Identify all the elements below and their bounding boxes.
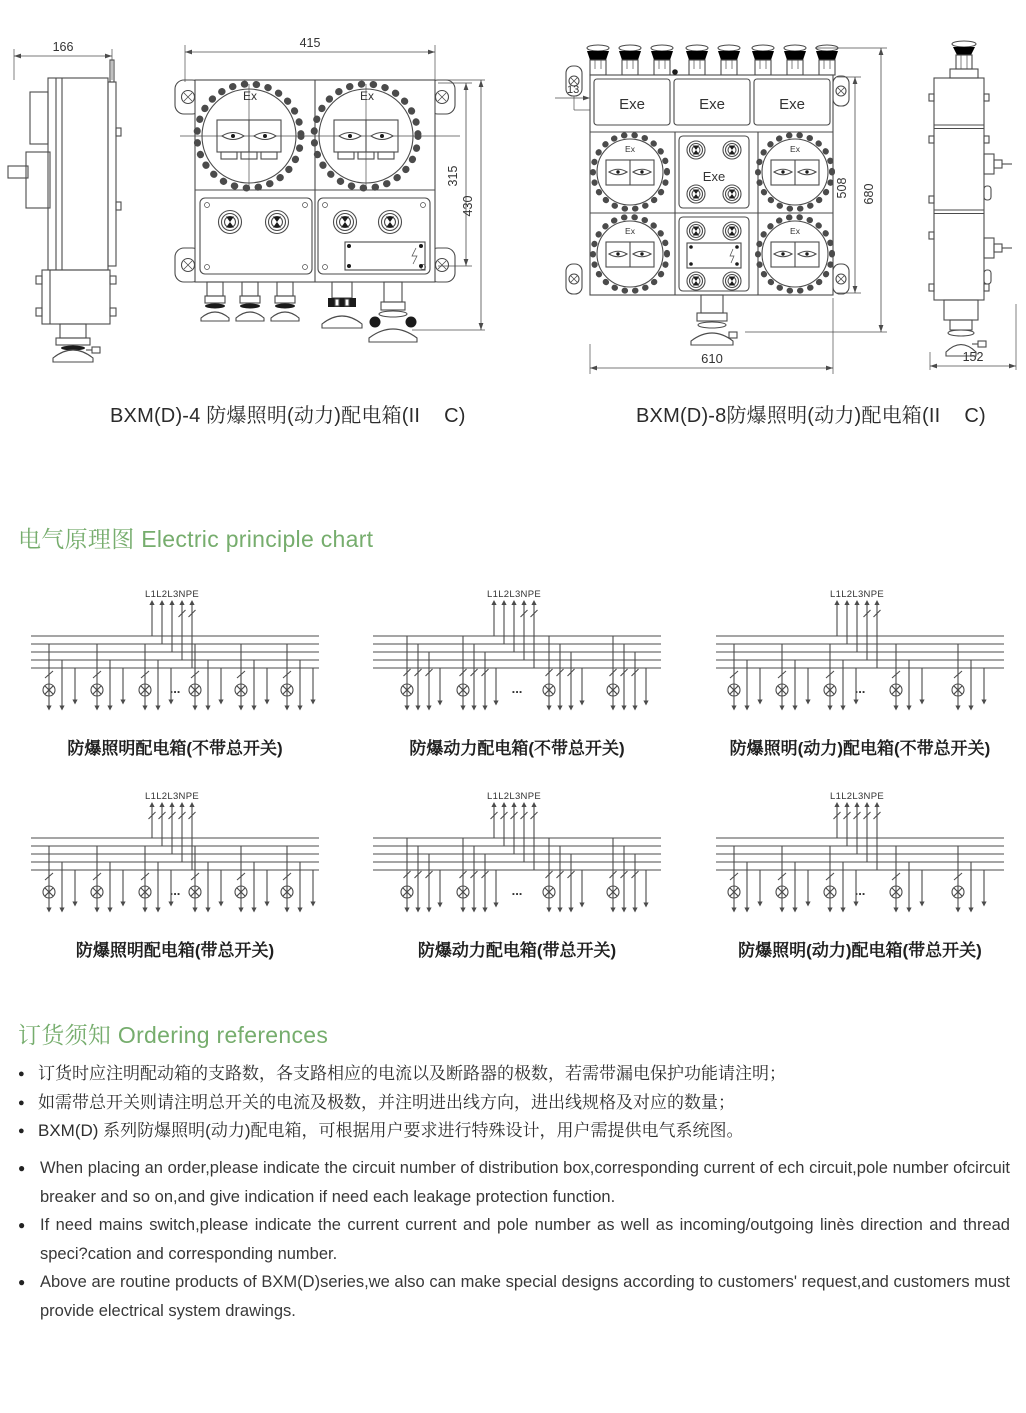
list-item [18,1211,1010,1268]
ellipsis-label: ... [854,681,866,696]
diagram-caption-4: 防爆照明配电箱(带总开关) [75,941,275,960]
incoming-lines-label: L1L2L3NPE [487,791,541,802]
list-item [18,1154,1010,1211]
principle-diagram-cell [707,788,1013,961]
ordering-notes-zh [18,1060,1013,1146]
principle-diagram-6 [710,788,1010,928]
dim-415: 415 [299,36,321,50]
bxmd8-caption-suffix: C) [964,405,986,427]
bxmd4-caption [110,399,466,428]
ex-label: Ex [790,144,800,154]
bullet-icon: ● [18,1096,25,1109]
ellipsis-label: ... [169,681,181,696]
ordering-notes-en [18,1154,1010,1325]
bullet-icon: ● [18,1218,26,1232]
ordering-en-1: When placing an order,please indicate the circuit number of distribution box,corresponding current of ech circuit,pole number ofcircuit breaker and so on,and give indication if need each leakage protection function. [40,1159,1010,1206]
ex-label: Ex [625,226,635,236]
principle-title-zh: 电气原理图 [18,526,135,552]
ellipsis-label: ... [169,883,181,898]
incoming-lines-label: L1L2L3NPE [830,589,884,600]
incoming-lines-label: L1L2L3NPE [145,791,199,802]
bullet-icon: ● [18,1161,26,1175]
ordering-en-2: If need mains switch,please indicate the current current and pole number as well as incoming/outgoing linès direction and thread speci?cation and corresponding number. [40,1216,1010,1263]
incoming-lines-label: L1L2L3NPE [145,589,199,600]
dim-152: 152 [962,350,984,364]
exe-label: Exe [619,96,645,113]
ordering-en-3: Above are routine products of BXM(D)series,we also can make special designs according to customers' request,and customers must provide electrical system drawings. [40,1273,1010,1320]
principle-diagram-cell [364,788,670,961]
bxmd4-side-view-drawing [2,36,160,366]
dim-166: 166 [52,40,74,54]
ex-label: Ex [790,226,800,236]
bullet-icon: ● [18,1068,25,1080]
principle-diagram-cell [22,586,328,759]
principle-diagram-1 [25,586,325,726]
ordering-section-title [18,1017,328,1050]
bullet-icon: ● [18,1125,25,1137]
diagram-caption-6: 防爆照明(动力)配电箱(带总开关) [738,941,982,960]
principle-diagram-5 [367,788,667,928]
exe-label: Exe [699,96,725,113]
principle-diagram-cell [22,788,328,961]
bxmd4-front-view-drawing [162,36,486,366]
list-item [18,1060,1013,1089]
dim-680: 680 [862,183,876,205]
bxmd8-front-view-drawing [553,36,897,380]
diagram-caption-1: 防爆照明配电箱(不带总开关) [67,739,283,758]
incoming-lines-label: L1L2L3NPE [487,589,541,600]
principle-diagram-2 [367,586,667,726]
bxmd4-caption-text: BXM(D)-4 防爆照明(动力)配电箱(II [110,405,421,427]
bxmd4-caption-suffix: C) [444,405,466,427]
list-item [18,1268,1010,1325]
ex-label: Ex [625,144,635,154]
bxmd8-caption [636,399,986,428]
diagram-caption-2: 防爆动力配电箱(不带总开关) [409,739,625,758]
ellipsis-label: ... [854,883,866,898]
bxmd8-side-view-drawing [920,36,1026,370]
dim-13: 13 [567,84,580,96]
dim-610: 610 [701,351,723,366]
ellipsis-label: ... [511,883,523,898]
principle-title-en: Electric principle chart [141,526,374,552]
exe-label: Exe [702,169,726,184]
ellipsis-label: ... [511,681,523,696]
ordering-title-zh: 订货须知 [18,1022,112,1048]
principle-diagram-4 [25,788,325,928]
diagram-caption-5: 防爆动力配电箱(带总开关) [417,941,617,960]
bxmd8-caption-text: BXM(D)-8防爆照明(动力)配电箱(II [636,405,941,427]
principle-diagram-3 [710,586,1010,726]
principle-section-title [18,521,373,554]
dim-430: 430 [461,195,475,217]
ordering-title-en: Ordering references [117,1022,329,1048]
bullet-icon: ● [18,1275,26,1289]
dim-315: 315 [446,165,460,187]
list-item [18,1089,1013,1118]
ordering-zh-3: BXM(D) 系列防爆照明(动力)配电箱，可根据用户要求进行特殊设计，用户需提供电气系统图。 [38,1121,744,1140]
incoming-lines-label: L1L2L3NPE [830,791,884,802]
principle-diagram-cell [707,586,1013,759]
diagram-caption-3: 防爆照明(动力)配电箱(不带总开关) [729,739,991,758]
principle-diagram-cell [364,586,670,759]
ordering-zh-1: 订货时应注明配动箱的支路数，各支路相应的电流以及断路器的极数，若需带漏电保护功能请注明； [38,1064,786,1083]
ordering-zh-2: 如需带总开关则请注明总开关的电流及极数，并注明进出线方向，进出线规格及对应的数量； [38,1092,735,1112]
ex-label: Ex [359,89,375,103]
dim-508: 508 [835,177,849,199]
list-item [18,1117,1013,1146]
ex-label: Ex [242,89,258,103]
exe-label: Exe [779,96,805,113]
